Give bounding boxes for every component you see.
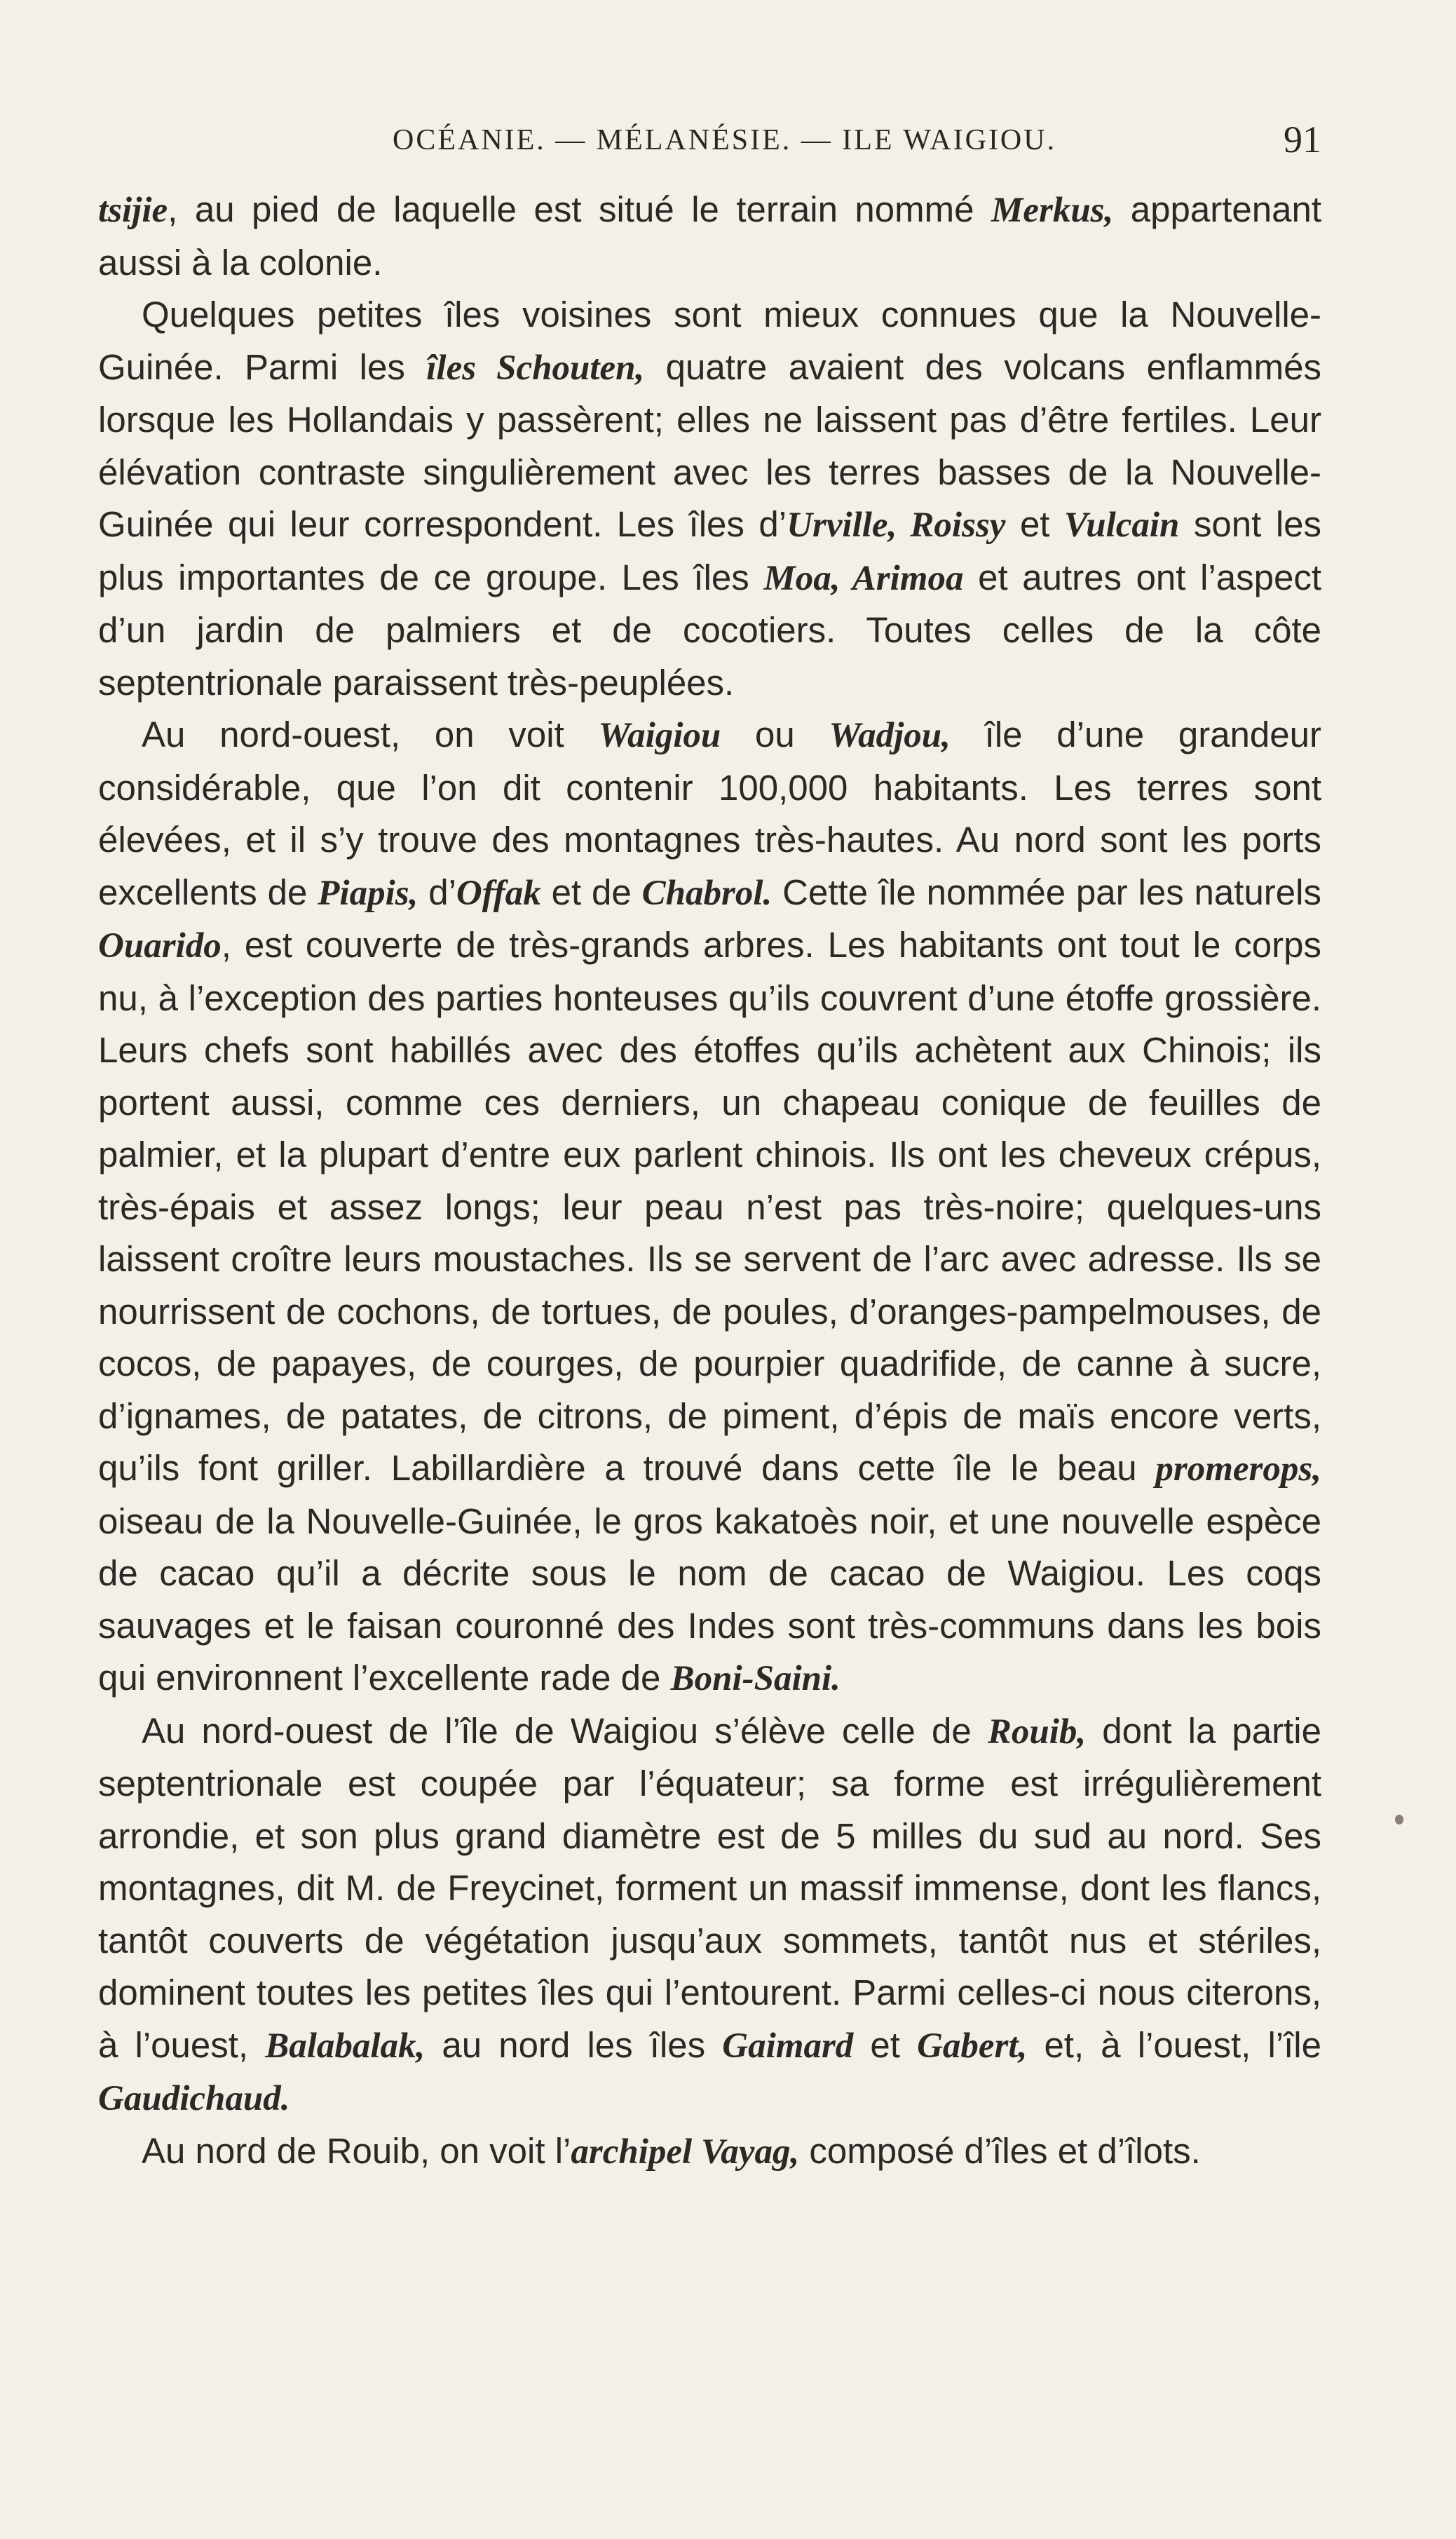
text-run: Au nord-ouest de l’île de Waigiou s’élève celle de (142, 1710, 988, 1751)
paragraph (98, 289, 1321, 709)
text-run: sont les plus importantes de ce groupe. Les îles (98, 504, 1322, 597)
text-run: d’ (418, 872, 456, 912)
text-run: et (1005, 504, 1064, 544)
italic-term: Urville, Roissy (787, 506, 1006, 545)
italic-term: Merkus, (991, 191, 1114, 230)
paragraph (98, 1705, 1321, 2125)
body-text (98, 184, 1321, 2178)
italic-term: Balabalak, (265, 2026, 426, 2066)
italic-term: Waigiou (598, 716, 721, 755)
paragraph (98, 709, 1321, 1705)
text-run: Quelques petites îles voisines sont mieux connues que la Nouvelle-Guinée. Parmi les (98, 294, 1321, 387)
italic-term: Gaimard (722, 2026, 854, 2066)
italic-term: archipel Vayag, (571, 2132, 800, 2172)
text-run: appartenant aussi à la colonie. (98, 189, 1322, 283)
ink-speck (1395, 1815, 1403, 1824)
italic-term: Chabrol. (641, 873, 773, 913)
paragraph (98, 184, 1321, 289)
paragraph (98, 2125, 1321, 2179)
text-run: île d’une grandeur considérable, que l’on dit contenir 100,000 habitants. Les terres sont élevées, et il s’y trouve des montagnes très-hautes. Au nord sont les ports excellents de (98, 715, 1321, 912)
italic-term: Rouib, (987, 1712, 1087, 1752)
text-run: et, à l’ouest, l’île (1027, 2024, 1321, 2065)
text-run: et de (540, 872, 642, 912)
text-run: dont la partie septentrionale est coupée par l’équateur; sa forme est irrégulièrement arrondie, et son plus grand diamètre est de 5 milles du sud au nord. Ses montagnes, dit M. de Freycinet, forment un massif immense, dont les flancs, tantôt couverts de végétation jusqu’aux sommets, tantôt nus et stériles, dominent toutes les petites îles qui l’entourent. Parmi celles-ci nous citerons, à l’ouest, (98, 1710, 1321, 2065)
italic-term: Wadjou, (829, 716, 951, 755)
text-run: Cette île nommée par les naturels (772, 872, 1321, 912)
italic-term: Piapis, (318, 873, 419, 913)
text-run: , est couverte de très-grands arbres. Les habitants ont tout le corps nu, à l’exception des parties honteuses qu’ils couvrent d’une étoffe grossière. Leurs chefs sont habillés avec des étoffes qu’ils achètent aux Chinois; ils portent aussi, comme ces derniers, un chapeau conique de feuilles de palmier, et la plupart d’entre eux parlent chinois. Ils ont les cheveux crépus, très-épais et assez longs; leur peau n’est pas très-noire; quelques-uns laissent croître leurs moustaches. Ils se servent de l’arc avec adresse. Ils se nourrissent de cochons, de tortues, de poules, d’oranges-pampelmouses, de cocos, de papayes, de courges, de pourpier quadrifide, de canne à sucre, d’ignames, de patates, de citrons, de piment, d’épis de maïs encore verts, qu’ils font griller. Labillardière a trouvé dans cette île le beau (98, 925, 1321, 1488)
italic-term: Gabert, (917, 2026, 1028, 2066)
text-run: et autres ont l’aspect d’un jardin de palmiers et de cocotiers. Toutes celles de la côte septentrionale paraissent très-peuplées. (98, 557, 1321, 703)
text-run: Au nord-ouest, on voit (142, 715, 599, 754)
italic-term: Boni-Saini. (670, 1659, 841, 1698)
text-run: au nord les îles (425, 2024, 723, 2065)
text-run: , au pied de laquelle est situé le terrain nommé (168, 189, 991, 229)
text-run: ou (721, 715, 829, 754)
italic-term: Vulcain (1064, 506, 1180, 545)
italic-term: îles Schouten, (426, 348, 645, 388)
italic-term: Moa, Arimoa (763, 558, 964, 598)
running-title: OCÉANIE. — MÉLANÉSIE. — ILE WAIGIOU. (393, 124, 1057, 156)
text-run: et (853, 2024, 918, 2065)
text-run: composé d’îles et d’îlots. (799, 2130, 1201, 2171)
text-run: oiseau de la Nouvelle-Guinée, le gros kakatoès noir, et une nouvelle espèce de cacao qu’il a décrite sous le nom de cacao de Waigiou. Les coqs sauvages et le faisan couronné des Indes sont très-communs dans les bois qui environnent l’excellente rade de (98, 1501, 1321, 1698)
italic-term: promerops, (1155, 1449, 1321, 1489)
page-number: 91 (1284, 119, 1321, 161)
text-run: Au nord de Rouib, on voit l’ (142, 2130, 571, 2171)
italic-term: Ouarido (98, 926, 222, 966)
italic-term: Gaudichaud. (98, 2079, 290, 2118)
page-header (98, 118, 1321, 167)
italic-term: tsijie (98, 191, 168, 230)
italic-term: Offak (456, 873, 541, 913)
text-run: quatre avaient des volcans enflammés lorsque les Hollandais y passèrent; elles ne laissent pas d’être fertiles. Leur élévation contraste singulièrement avec les terres basses de la Nouvelle-Guinée qui leur correspondent. Les îles d’ (98, 346, 1321, 544)
